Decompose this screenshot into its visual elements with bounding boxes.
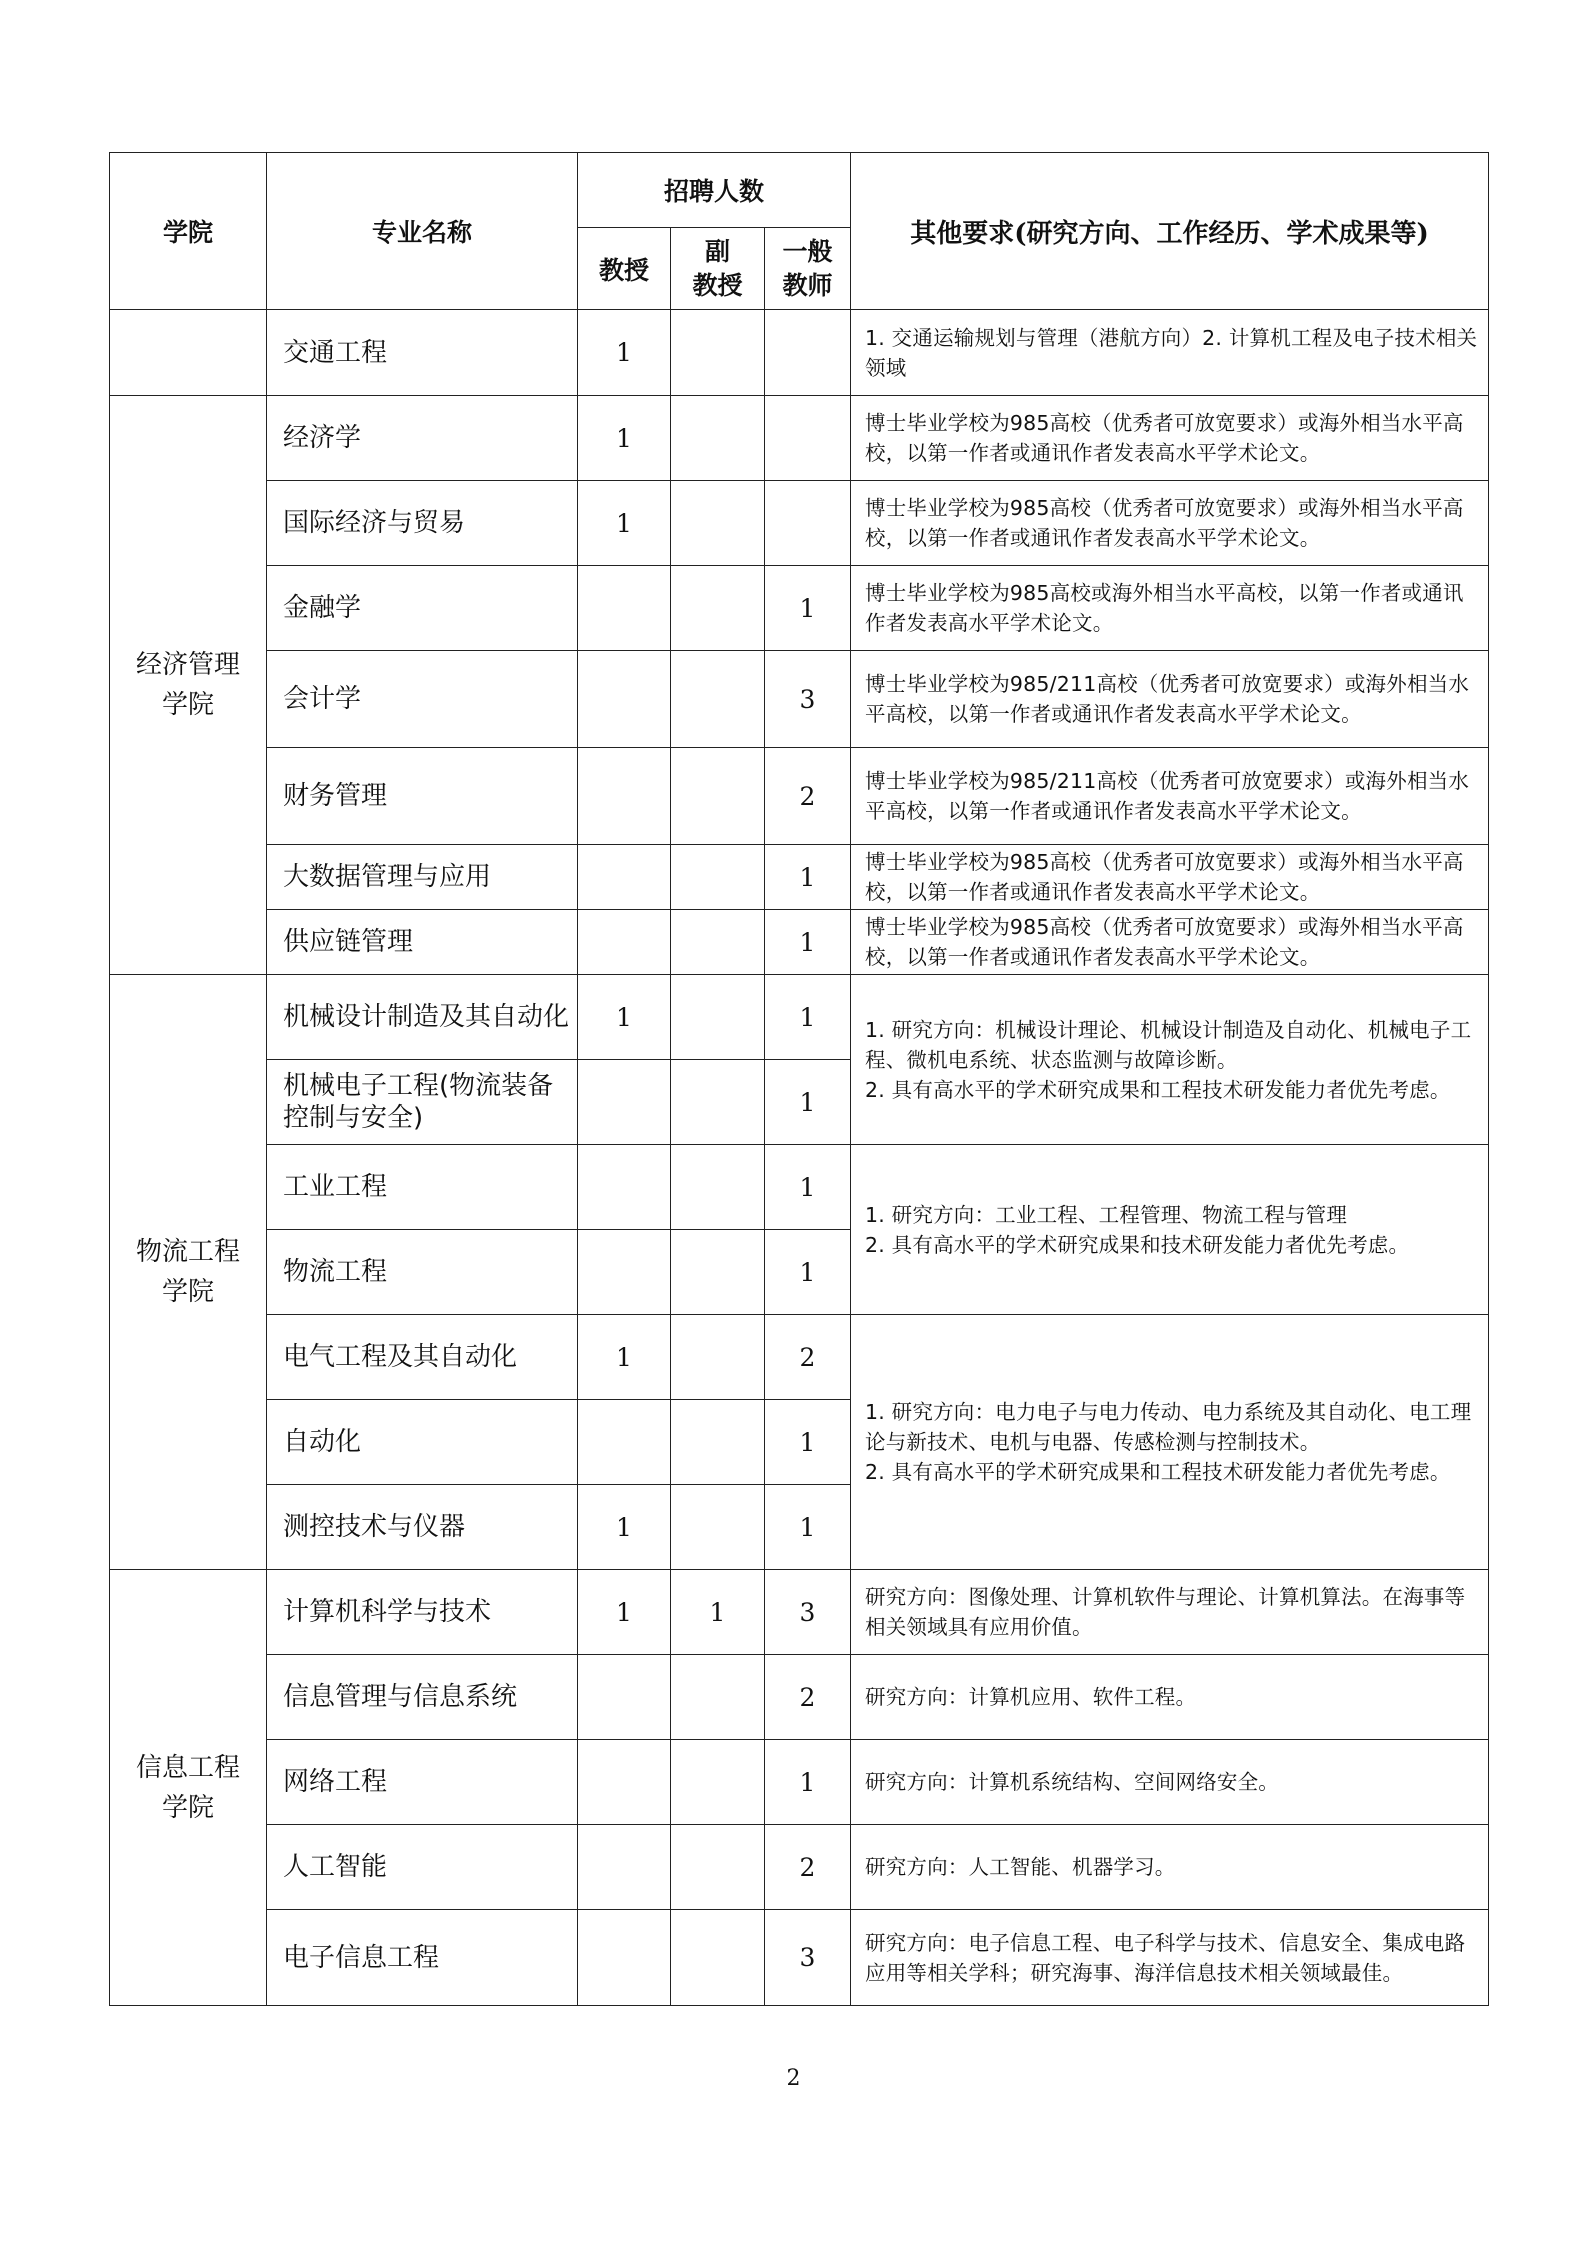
general-count: 1 <box>765 1060 851 1145</box>
assoc-count <box>671 910 765 975</box>
professor-count: 1 <box>578 396 671 481</box>
header-professor: 教授 <box>578 228 671 310</box>
professor-count <box>578 1655 671 1740</box>
requirement-cell: 研究方向：计算机系统结构、空间网络安全。 <box>851 1740 1489 1825</box>
major-cell: 自动化 <box>267 1400 578 1485</box>
assoc-count <box>671 1400 765 1485</box>
general-count: 3 <box>765 651 851 748</box>
major-cell: 国际经济与贸易 <box>267 481 578 566</box>
requirement-cell: 博士毕业学校为985高校（优秀者可放宽要求）或海外相当水平高校，以第一作者或通讯作者发表高水平学术论文。 <box>851 845 1489 910</box>
college-cell: 物流工程 学院 <box>110 975 267 1570</box>
major-cell: 电气工程及其自动化 <box>267 1315 578 1400</box>
professor-count <box>578 1400 671 1485</box>
major-cell: 计算机科学与技术 <box>267 1570 578 1655</box>
requirement-cell: 1. 交通运输规划与管理（港航方向）2. 计算机工程及电子技术相关领域 <box>851 310 1489 396</box>
general-count: 1 <box>765 1230 851 1315</box>
header-assoc-professor: 副 教授 <box>671 228 765 310</box>
professor-count <box>578 1740 671 1825</box>
header-general-teacher: 一般 教师 <box>765 228 851 310</box>
requirement-cell: 博士毕业学校为985高校（优秀者可放宽要求）或海外相当水平高校，以第一作者或通讯作者发表高水平学术论文。 <box>851 910 1489 975</box>
general-count: 1 <box>765 566 851 651</box>
general-count <box>765 481 851 566</box>
assoc-count <box>671 845 765 910</box>
assoc-count <box>671 975 765 1060</box>
major-cell: 人工智能 <box>267 1825 578 1910</box>
major-cell: 大数据管理与应用 <box>267 845 578 910</box>
major-cell: 财务管理 <box>267 748 578 845</box>
requirement-cell: 研究方向：电子信息工程、电子科学与技术、信息安全、集成电路应用等相关学科；研究海事、海洋信息技术相关领域最佳。 <box>851 1910 1489 2006</box>
assoc-count <box>671 396 765 481</box>
major-cell: 测控技术与仪器 <box>267 1485 578 1570</box>
professor-count <box>578 1060 671 1145</box>
professor-count: 1 <box>578 1485 671 1570</box>
major-cell: 工业工程 <box>267 1145 578 1230</box>
requirement-cell: 研究方向：人工智能、机器学习。 <box>851 1825 1489 1910</box>
header-major: 专业名称 <box>267 153 578 310</box>
general-count: 1 <box>765 910 851 975</box>
professor-count <box>578 748 671 845</box>
general-count: 1 <box>765 1145 851 1230</box>
college-cell <box>110 310 267 396</box>
assoc-count <box>671 481 765 566</box>
general-count: 2 <box>765 1315 851 1400</box>
assoc-count <box>671 1060 765 1145</box>
professor-count: 1 <box>578 481 671 566</box>
assoc-count <box>671 1655 765 1740</box>
requirement-cell: 1. 研究方向：电力电子与电力传动、电力系统及其自动化、电工理论与新技术、电机与电器、传感检测与控制技术。 2. 具有高水平的学术研究成果和工程技术研发能力者优先考虑。 <box>851 1315 1489 1570</box>
general-count: 2 <box>765 1655 851 1740</box>
general-count: 1 <box>765 975 851 1060</box>
major-cell: 机械电子工程(物流装备控制与安全) <box>267 1060 578 1145</box>
assoc-count <box>671 310 765 396</box>
major-cell: 信息管理与信息系统 <box>267 1655 578 1740</box>
requirement-cell: 1. 研究方向：机械设计理论、机械设计制造及自动化、机械电子工程、微机电系统、状态监测与故障诊断。 2. 具有高水平的学术研究成果和工程技术研发能力者优先考虑。 <box>851 975 1489 1145</box>
header-requirements: 其他要求(研究方向、工作经历、学术成果等) <box>851 153 1489 310</box>
professor-count: 1 <box>578 1570 671 1655</box>
major-cell: 金融学 <box>267 566 578 651</box>
requirement-cell: 博士毕业学校为985高校或海外相当水平高校，以第一作者或通讯作者发表高水平学术论文。 <box>851 566 1489 651</box>
assoc-count <box>671 1740 765 1825</box>
general-count: 3 <box>765 1570 851 1655</box>
requirement-cell: 研究方向：计算机应用、软件工程。 <box>851 1655 1489 1740</box>
assoc-count <box>671 1485 765 1570</box>
professor-count <box>578 910 671 975</box>
college-cell: 经济管理 学院 <box>110 396 267 975</box>
requirement-cell: 博士毕业学校为985高校（优秀者可放宽要求）或海外相当水平高校，以第一作者或通讯作者发表高水平学术论文。 <box>851 481 1489 566</box>
major-cell: 交通工程 <box>267 310 578 396</box>
assoc-count <box>671 1910 765 2006</box>
header-recruit-count: 招聘人数 <box>578 153 851 228</box>
major-cell: 网络工程 <box>267 1740 578 1825</box>
professor-count <box>578 845 671 910</box>
assoc-count <box>671 1315 765 1400</box>
recruitment-table <box>109 152 1489 2006</box>
general-count: 1 <box>765 1400 851 1485</box>
assoc-count <box>671 566 765 651</box>
general-count <box>765 396 851 481</box>
major-cell: 物流工程 <box>267 1230 578 1315</box>
assoc-count <box>671 1145 765 1230</box>
professor-count: 1 <box>578 975 671 1060</box>
general-count <box>765 310 851 396</box>
requirement-cell: 1. 研究方向：工业工程、工程管理、物流工程与管理 2. 具有高水平的学术研究成果和技术研发能力者优先考虑。 <box>851 1145 1489 1315</box>
professor-count <box>578 566 671 651</box>
professor-count: 1 <box>578 310 671 396</box>
professor-count <box>578 1145 671 1230</box>
professor-count <box>578 1910 671 2006</box>
major-cell: 经济学 <box>267 396 578 481</box>
requirement-cell: 博士毕业学校为985/211高校（优秀者可放宽要求）或海外相当水平高校，以第一作者或通讯作者发表高水平学术论文。 <box>851 651 1489 748</box>
general-count: 1 <box>765 1485 851 1570</box>
requirement-cell: 博士毕业学校为985/211高校（优秀者可放宽要求）或海外相当水平高校，以第一作者或通讯作者发表高水平学术论文。 <box>851 748 1489 845</box>
professor-count <box>578 1230 671 1315</box>
assoc-count <box>671 651 765 748</box>
requirement-cell: 研究方向：图像处理、计算机软件与理论、计算机算法。在海事等相关领域具有应用价值。 <box>851 1570 1489 1655</box>
assoc-count <box>671 1825 765 1910</box>
major-cell: 供应链管理 <box>267 910 578 975</box>
general-count: 2 <box>765 748 851 845</box>
page-number: 2 <box>786 2066 801 2091</box>
professor-count <box>578 1825 671 1910</box>
requirement-cell: 博士毕业学校为985高校（优秀者可放宽要求）或海外相当水平高校，以第一作者或通讯作者发表高水平学术论文。 <box>851 396 1489 481</box>
college-cell: 信息工程 学院 <box>110 1570 267 2006</box>
major-cell: 机械设计制造及其自动化 <box>267 975 578 1060</box>
header-college: 学院 <box>110 153 267 310</box>
major-cell: 会计学 <box>267 651 578 748</box>
assoc-count <box>671 1230 765 1315</box>
general-count: 2 <box>765 1825 851 1910</box>
major-cell: 电子信息工程 <box>267 1910 578 2006</box>
assoc-count <box>671 748 765 845</box>
professor-count: 1 <box>578 1315 671 1400</box>
general-count: 1 <box>765 1740 851 1825</box>
general-count: 1 <box>765 845 851 910</box>
general-count: 3 <box>765 1910 851 2006</box>
professor-count <box>578 651 671 748</box>
assoc-count: 1 <box>671 1570 765 1655</box>
